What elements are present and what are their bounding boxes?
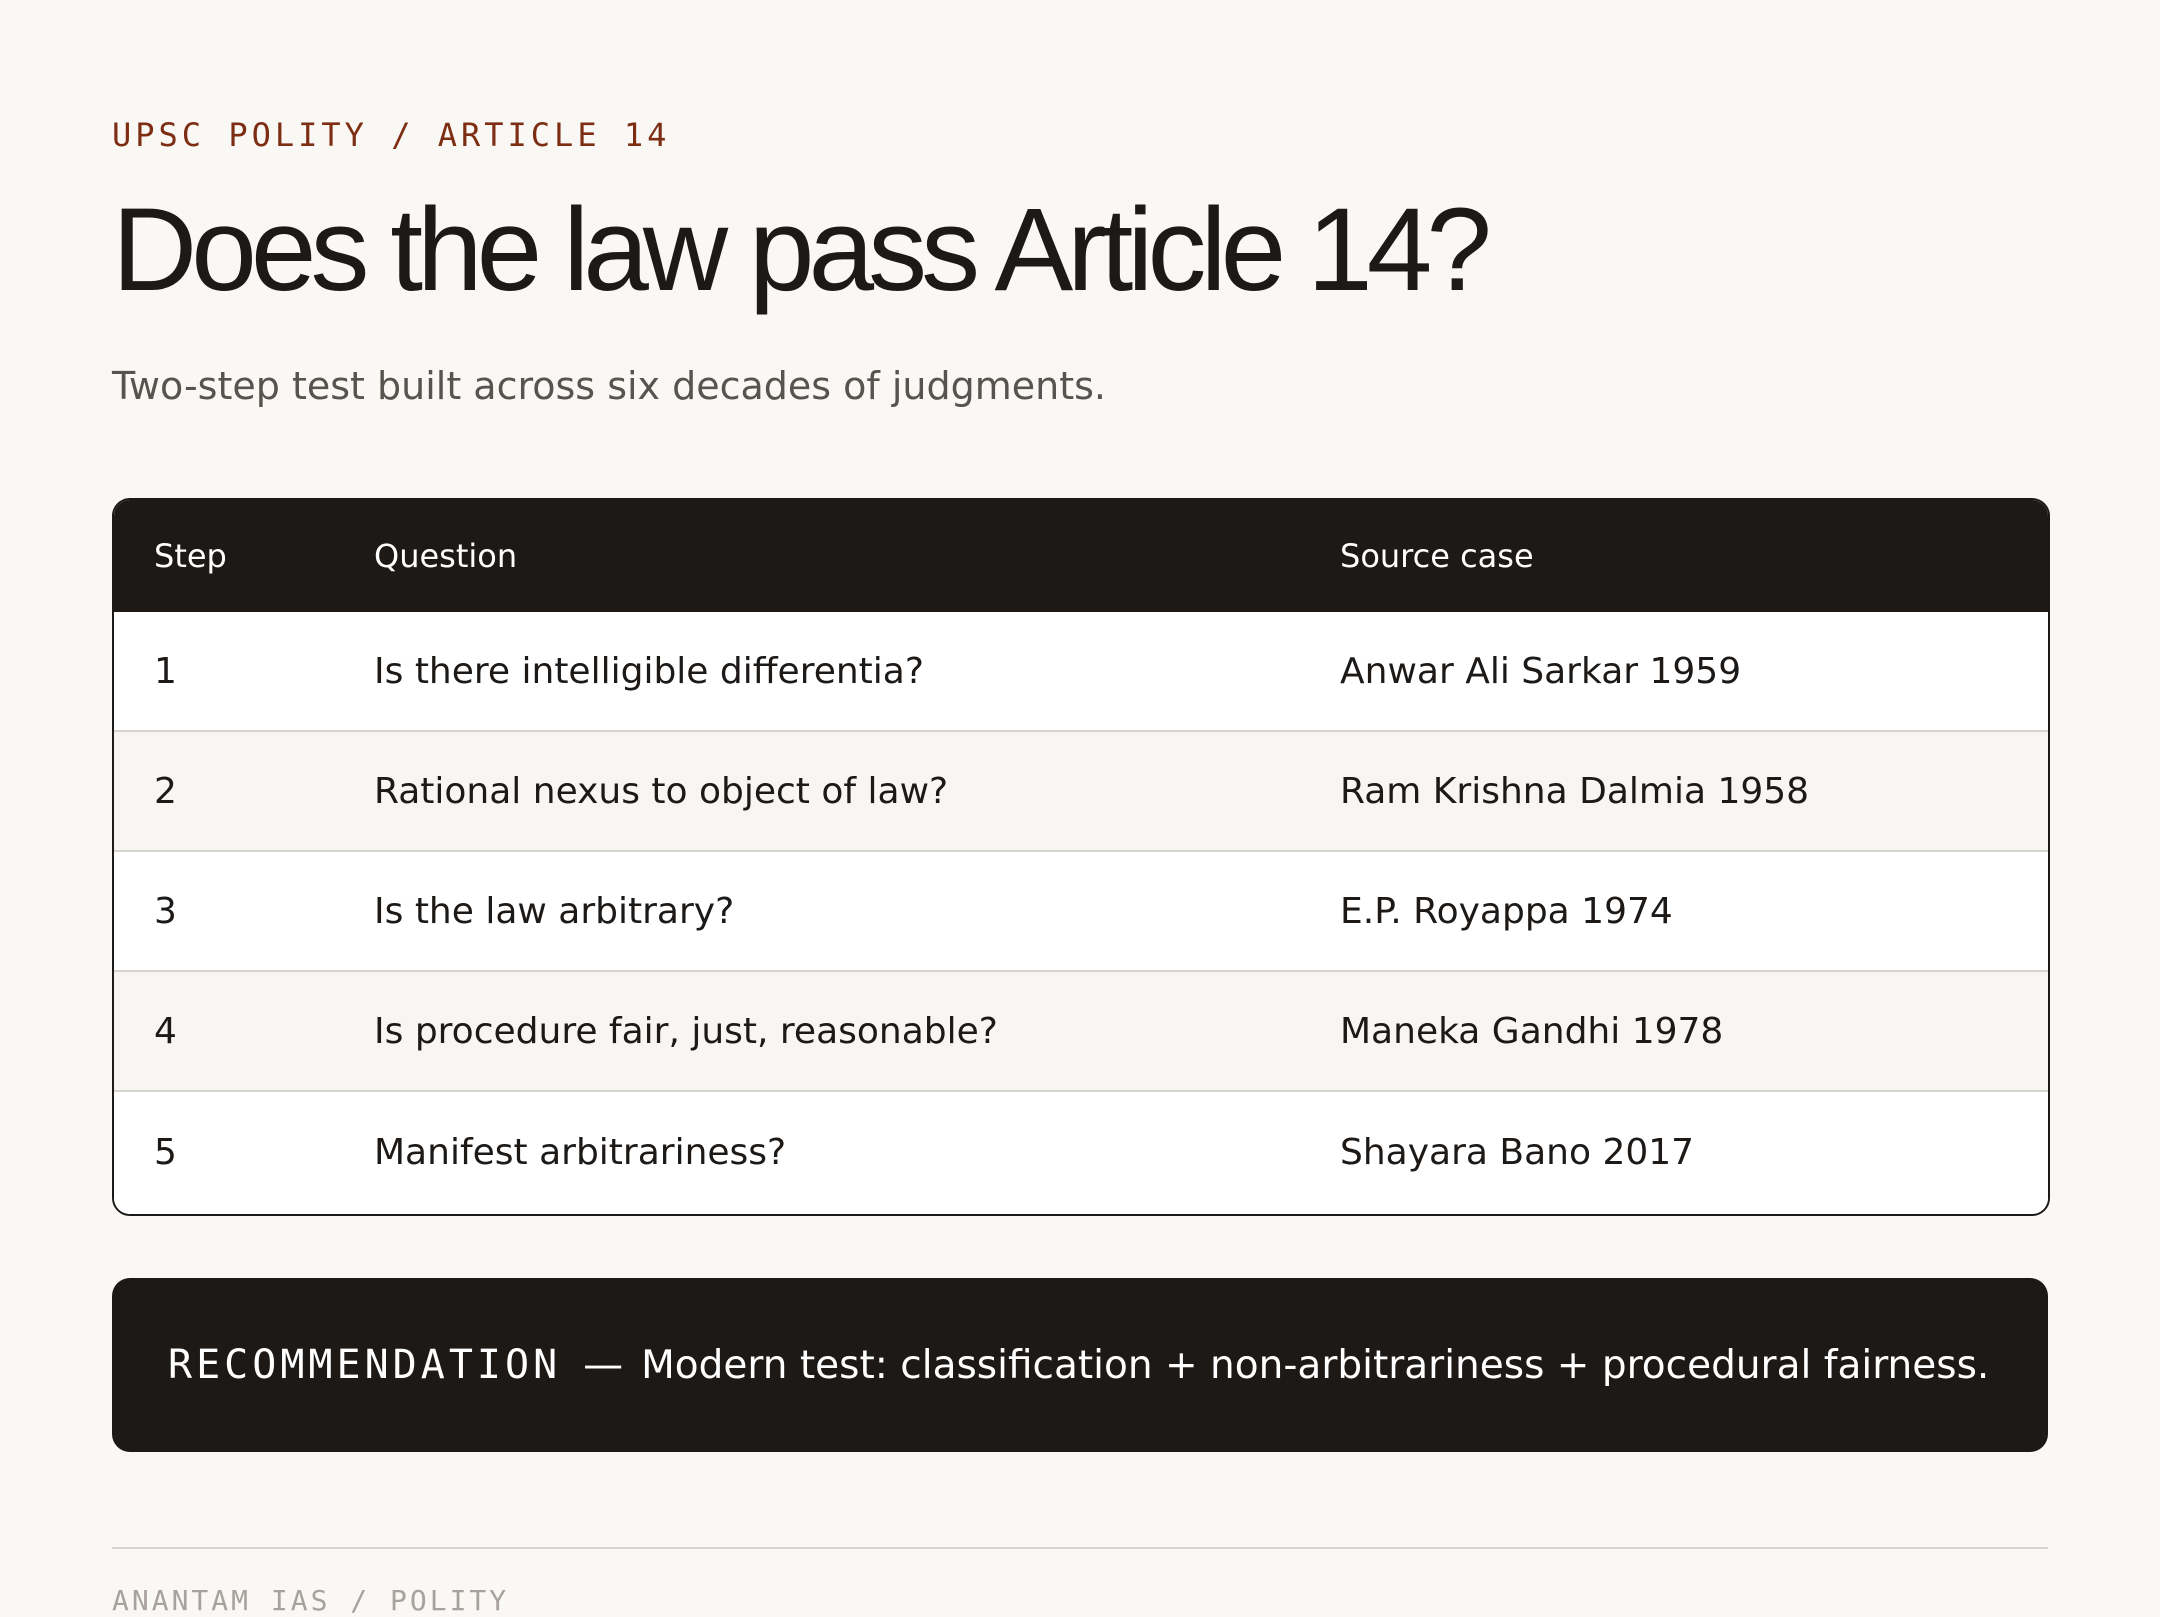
step-question: Is procedure fair, just, reasonable? [374,1010,998,1052]
column-header-source-case: Source case [1340,537,1534,575]
step-question: Manifest arbitrariness? [374,1131,787,1173]
table-row [114,852,2048,972]
table-row [114,1092,2048,1212]
footer-label: ANANTAM IAS / POLITY [112,1584,510,1617]
column-header-question: Question [374,537,518,575]
step-question: Rational nexus to object of law? [374,770,949,812]
source-case: E.P. Royappa 1974 [1340,890,1673,932]
footer-divider [112,1547,2048,1549]
source-case: Ram Krishna Dalmia 1958 [1340,770,1810,812]
source-case: Maneka Gandhi 1978 [1340,1010,1724,1052]
table-header [114,500,2048,612]
page [112,0,2048,1617]
step-question: Is there intelligible differentia? [374,650,924,692]
source-case: Anwar Ali Sarkar 1959 [1340,650,1742,692]
recommendation-text: Modern test: classification + non-arbitrariness + procedural fairness. [641,1342,1990,1388]
page-subtitle: Two-step test built across six decades of judgments. [112,364,1107,408]
recommendation-banner [112,1278,2048,1452]
recommendation-dash: — [583,1342,624,1388]
step-number: 5 [154,1131,177,1173]
table-row [114,732,2048,852]
recommendation-label: RECOMMENDATION [168,1342,562,1388]
column-header-step: Step [154,537,227,575]
source-case: Shayara Bano 2017 [1340,1131,1695,1173]
step-number: 2 [154,770,177,812]
step-number: 3 [154,890,177,932]
step-question: Is the law arbitrary? [374,890,735,932]
table-row [114,612,2048,732]
step-number: 1 [154,650,177,692]
breadcrumb: UPSC POLITY / ARTICLE 14 [112,116,671,154]
page-title: Does the law pass Article 14? [112,184,1486,316]
table-row [114,972,2048,1092]
article-14-test-table [112,498,2050,1216]
step-number: 4 [154,1010,177,1052]
table-body [114,612,2048,1214]
